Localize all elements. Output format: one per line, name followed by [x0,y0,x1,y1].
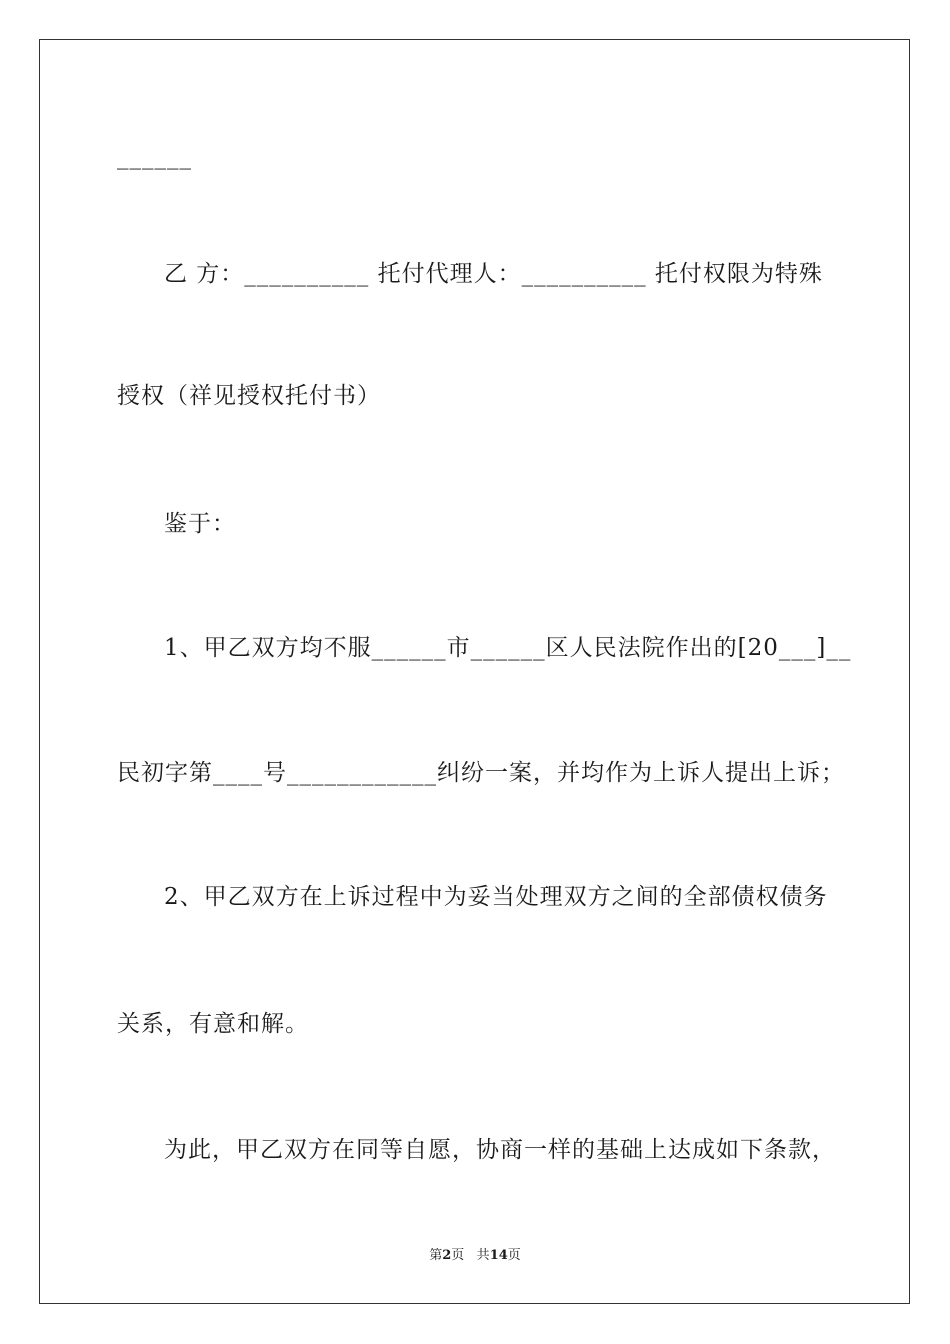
page-footer [0,1247,950,1265]
whereas-heading: 鉴于： [164,511,236,537]
party-b-line-1: 乙 方：__________ 托付代理人：__________ 托付权限为特殊 [164,261,823,287]
page-label-suffix: 页 [451,1248,465,1263]
page-border [39,39,910,1304]
page-label-prefix: 第 [429,1248,443,1263]
conclusion-line: 为此，甲乙双方在同等自愿，协商一样的基础上达成如下条款， [164,1137,836,1163]
total-prefix: 共 [476,1248,490,1263]
total-suffix: 页 [507,1248,521,1263]
top-blank-line: ______ [117,144,192,170]
page-number: 2 [442,1248,452,1263]
item-2-line-1: 2、甲乙双方在上诉过程中为妥当处理双方之间的全部债权债务 [164,884,828,910]
item-2-line-2: 关系，有意和解。 [117,1011,309,1037]
item-1-line-1: 1、甲乙双方均不服______市______区人民法院作出的[20___]__ [164,635,852,661]
party-b-line-2: 授权（祥见授权托付书） [117,383,381,409]
total-pages: 14 [489,1248,508,1263]
item-1-line-2: 民初字第____号____________纠纷一案，并均作为上诉人提出上诉； [117,760,845,786]
